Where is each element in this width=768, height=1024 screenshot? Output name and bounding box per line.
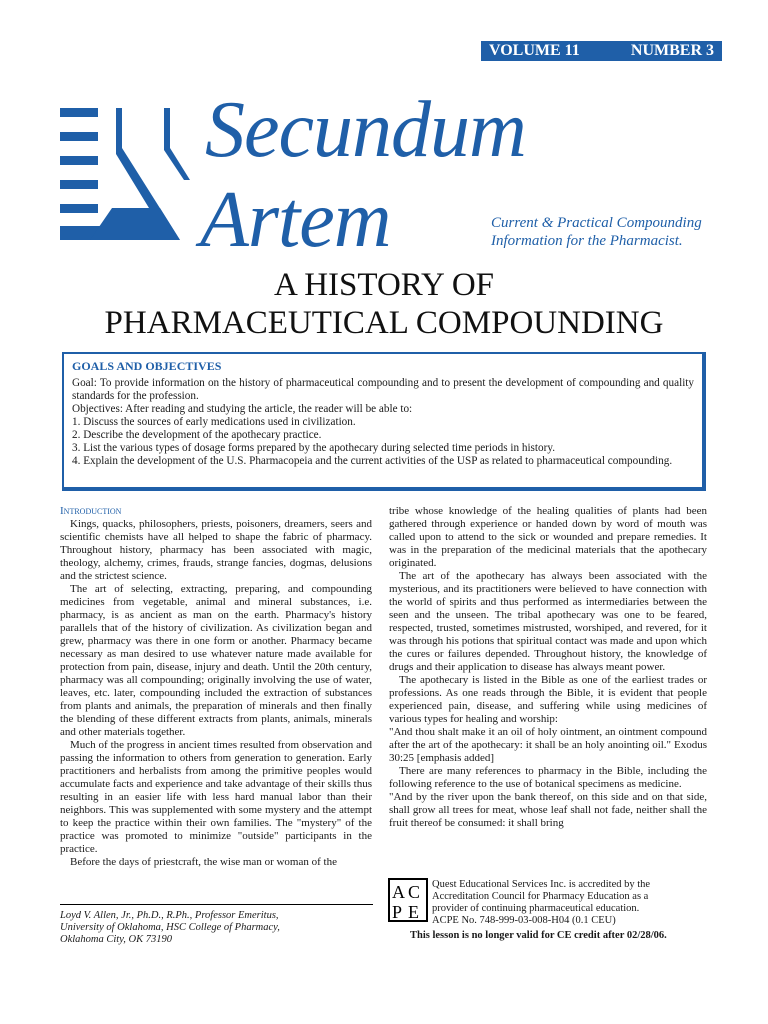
accreditation-line: Quest Educational Services Inc. is accredited by the bbox=[432, 879, 651, 890]
paragraph: The apothecary is listed in the Bible as one of the earliest trades or professions. As one reads through the Bible, it is evident that people experienced pain, disease, and suffering while using medicines of various types for healing and worship: bbox=[389, 674, 707, 725]
goal-text: Goal: To provide information on the history of pharmaceutical compounding and to present the development of compounding and quality standards for the profession. bbox=[72, 377, 694, 402]
author-affiliation: University of Oklahoma, HSC College of Pharmacy, bbox=[60, 922, 280, 933]
accreditation-statement bbox=[432, 879, 712, 927]
paragraph: The art of selecting, extracting, preparing, and compounding medicines from vegetable, animal and mineral substances, i.e. pharmacy, is as ancient as man on the earth. Pharmacy's history parallels that of the history of civilization. As civilization began and grew, pharmacy was there in one form or another. Pharmacy became necessary as man desired to use whatever nature made available for protection from pain, disease, injury and death. Until the 20th century, pharmacy was all compounding; originally involving the use of water, leaves, etc. later, compounding included the extraction of substances from plants and animals, the preparation of minerals and then finally the blending of these different extracts from plants, animals, minerals and other materials together. bbox=[60, 583, 372, 738]
author-name: Loyd V. Allen, Jr., Ph.D., R.Ph., Professor Emeritus, bbox=[60, 910, 279, 921]
objective-item: 2. Describe the development of the apothecary practice. bbox=[72, 429, 322, 441]
masthead-title-line1: Secundum bbox=[205, 86, 526, 174]
volume-label: VOLUME 11 bbox=[489, 42, 580, 59]
article-column-right bbox=[389, 505, 707, 830]
masthead-tagline: Current & Practical Compounding Information for the Pharmacist. bbox=[491, 215, 702, 249]
paragraph: The art of the apothecary has always been associated with the mysterious, and its practitioners were believed to have connection with the world of spirits and thus performed as intermediaries between the seen and the unseen. The tribal apothecary was one to be feared, respected, trusted, sometimes mistrusted, worshiped, and revered, for it was through his potions that spiritual contact was made and upon which the cures or failures depended. Throughout history, the knowledge of drugs and their application to disease has always meant power. bbox=[389, 570, 707, 673]
ce-validity-notice: This lesson is no longer valid for CE credit after 02/28/06. bbox=[410, 930, 667, 941]
paragraph: Before the days of priestcraft, the wise man or woman of the bbox=[70, 856, 337, 868]
objective-item: 3. List the various types of dosage forms prepared by the apothecary during selected time periods in history. bbox=[72, 442, 556, 454]
author-divider bbox=[60, 904, 373, 905]
objectives-intro: Objectives: After reading and studying the article, the reader will be able to: bbox=[72, 403, 413, 415]
svg-text:A: A bbox=[392, 882, 405, 902]
goals-objectives-box bbox=[62, 352, 706, 491]
paragraph: Much of the progress in ancient times resulted from observation and passing the information to others from generation to generation. Early practitioners and herbalists from among the primitive peoples would accumulate facts and experience and take advantage of their skills thus resulting in an easier life with less hard manual labor than their neighbors. This was supplemented with some mystery and the attempt to keep the practice within their own families. The "mystery" of the practice was promoted to minimize "outside" participants in the practice. bbox=[60, 739, 372, 855]
masthead-title-line2: Artem bbox=[200, 176, 391, 264]
section-heading-introduction: Introduction bbox=[60, 505, 122, 517]
objective-item: 1. Discuss the sources of early medications used in civilization. bbox=[72, 416, 356, 428]
issue-number-label: NUMBER 3 bbox=[630, 42, 714, 59]
paragraph: There are many references to pharmacy in the Bible, including the following reference to the use of botanical specimens as medicine. bbox=[389, 765, 707, 790]
author-block bbox=[60, 910, 373, 946]
article-title bbox=[0, 266, 768, 342]
acpe-logo-icon bbox=[388, 878, 428, 922]
author-location: Oklahoma City, OK 73190 bbox=[60, 934, 172, 945]
svg-text:E: E bbox=[408, 902, 419, 922]
article-title-line2: PHARMACEUTICAL COMPOUNDING bbox=[104, 305, 664, 341]
paragraph: Kings, quacks, philosophers, priests, poisoners, dreamers, seers and scientific chemists have all helped to shape the fabric of pharmacy. Throughout history, pharmacy has been associated with magic, theology, alchemy, crimes, frauds, strange fancies, dogmas, delusions and the strictest science. bbox=[60, 518, 372, 582]
accreditation-line: provider of continuing pharmaceutical education. bbox=[432, 903, 640, 914]
article-column-left bbox=[60, 505, 372, 869]
acpe-number: ACPE No. 748-999-03-008-H04 (0.1 CEU) bbox=[432, 915, 616, 926]
bible-quote: "And by the river upon the bank thereof, on this side and on that side, shall grow all trees for meat, whose leaf shall not fade, neither shall the fruit thereof be consumed: it shall bring bbox=[389, 791, 707, 829]
objective-item: 4. Explain the development of the U.S. Pharmacopeia and the current activities of the USP as related to pharmaceutical compounding. bbox=[72, 455, 673, 467]
bible-quote: "And thou shalt make it an oil of holy ointment, an ointment compound after the art of the apothecary: it shall be an holy anointing oil." Exodus 30:25 [emphasis added] bbox=[389, 726, 707, 764]
paragraph: tribe whose knowledge of the healing qualities of plants had been gathered through experience or handed down by word of mouth was called upon to attend to the sick or wounded and prepare remedies. It was in the preparation of the medicinal materials that the apothecary originated. bbox=[389, 505, 707, 569]
article-title-line1: A HISTORY OF bbox=[273, 267, 495, 303]
goals-heading: GOALS AND OBJECTIVES bbox=[72, 359, 222, 373]
flask-logo-icon bbox=[60, 108, 200, 248]
volume-number-bar bbox=[481, 41, 722, 61]
svg-text:P: P bbox=[392, 902, 403, 922]
accreditation-line: Accreditation Council for Pharmacy Education as a bbox=[432, 891, 649, 902]
svg-text:C: C bbox=[408, 882, 421, 902]
